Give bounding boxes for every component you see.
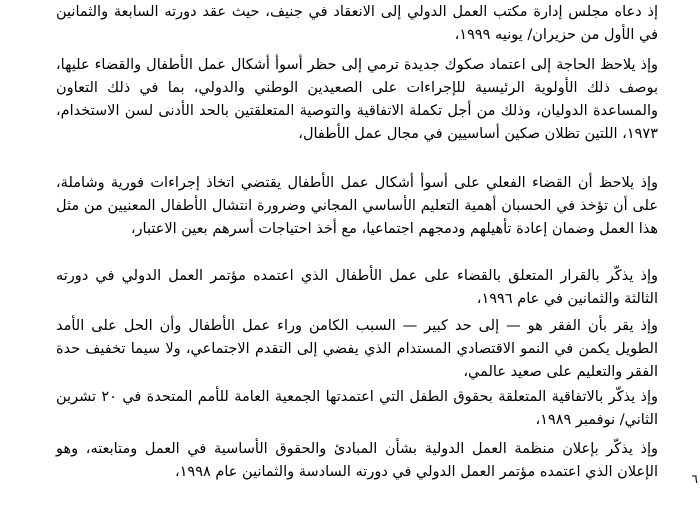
paragraph-convention-rights-child: وإذ يذكّر بالاتفاقية المتعلقة بحقوق الطفل التي اعتمدتها الجمعية العامة للأمم المتحدة في ٢٠ تشرين الثاني/ نوفمبر ١٩٨٩، — [56, 389, 658, 428]
paragraph-ilo-declaration: وإذ يذكّر بإعلان منظمة العمل الدولية بشأن المبادئ والحقوق الأساسية في العمل ومتابعته، وهو الإعلان الذي اعتمده مؤتمر العمل الدولي في دورته السادسة والثمانين عام ١٩٩٨، — [56, 441, 658, 480]
paragraph-convening: إذ دعاه مجلس إدارة مكتب العمل الدولي إلى الانعقاد في جنيف، حيث عقد دورته السابعة والثمانين في الأول من حزيران/ يونيه ١٩٩٩، — [56, 4, 658, 43]
paragraph-poverty: وإذ يقر بأن الفقر هو — إلى حد كبير — السبب الكامن وراء عمل الأطفال وأن الحل على الأمد الطويل يكمن في النمو الاقتصادي المستدام الذي يفضي إلى التقدم الاجتماعي، ولا سيما تخفيف حدة الفقر والتعليم على صعيد عالمي، — [56, 318, 658, 380]
paragraph-resolution-1996: وإذ يذكّر بالقرار المتعلق بالقضاء على عمل الأطفال الذي اعتمده مؤتمر العمل الدولي في دورته الثالثة والثمانين في عام ١٩٩٦، — [56, 268, 658, 307]
paragraph-new-instruments: وإذ يلاحظ الحاجة إلى اعتماد صكوك جديدة ترمي إلى حظر أسوأ أشكال عمل الأطفال والقضاء عليها، بوصف ذلك الأولوية الرئيسية للإجراءات على الصعيدين الوطني والدولي، بما في ذلك التعاون والمساعدة الدوليان، وذلك من أجل تكملة الاتفاقية والتوصية المتعلقتين بالحد الأدنى لسن الاستخدام، ١٩٧٣، اللتين تظلان صكين أساسيين في مجال عمل الأطفال، — [56, 57, 658, 142]
page-number: ٦ — [691, 472, 698, 486]
paragraph-effective-elimination: وإذ يلاحظ أن القضاء الفعلي على أسوأ أشكال عمل الأطفال يقتضي اتخاذ إجراءات فورية وشاملة، على أن تؤخذ في الحسبان أهمية التعليم الأساسي المجاني وضرورة انتشال الأطفال المعنيين من مثل هذا العمل وضمان إعادة تأهيلهم ودمجهم اجتماعيا، مع أخذ احتياجات أسرهم بعين الاعتبار، — [56, 175, 658, 237]
